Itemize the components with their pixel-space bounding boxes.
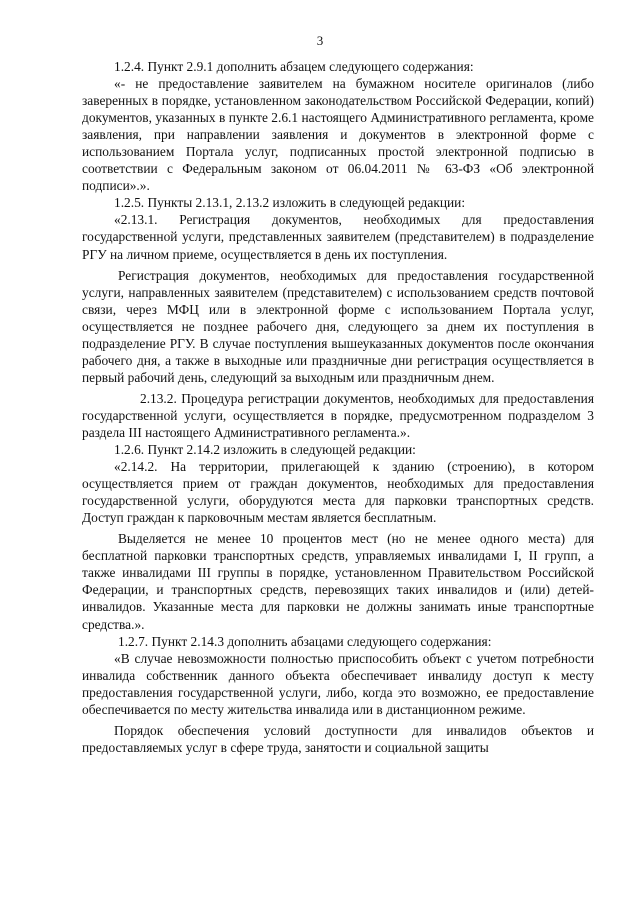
document-body — [82, 58, 594, 756]
paragraph-2-14-2-parking: Выделяется не менее 10 процентов мест (но не менее одного места) для бесплатной парковки транспортных средств, управляемых инвалидами I, II групп, а также инвалидами III группы в порядке, установленном Правительством Российской Федерации, и транспортных средств, перевозящих таких инвалидов и (или) детей-инвалидов. Указанные места для парковки не должны занимать иные транспортные средства.». — [82, 531, 594, 632]
paragraph-1-2-6: 1.2.6. Пункт 2.14.2 изложить в следующей редакции: — [114, 442, 416, 458]
paragraph-2-9-1-addition: «- не предоставление заявителем на бумажном носителе оригиналов (либо заверенных в порядке, установленном законодательством Российской Федерации, копий) документов, указанных в пункте 2.6.1 настоящего Административного регламента, кроме заявления, при направлении заявления и документов в электронной форме с использованием Портала услуг, подписанных простой электронной подписью в соответствии с Федеральным законом от 06.04.2011 № 63-ФЗ «Об электронной подписи».». — [82, 76, 594, 194]
paragraph-1-2-7: 1.2.7. Пункт 2.14.3 дополнить абзацами следующего содержания: — [118, 633, 492, 649]
paragraph-1-2-5: 1.2.5. Пункты 2.13.1, 2.13.2 изложить в следующей редакции: — [114, 195, 466, 211]
paragraph-2-13-1-registration: Регистрация документов, необходимых для предоставления государственной услуги, направленных заявителем (представителем) с использованием средств почтовой связи, через МФЦ или в электронной форме с использованием Портала услуг, осуществляется не позднее рабочего дня, следующего за днем их поступления в подразделение РГУ. В случае поступления вышеуказанных документов после окончания рабочего дня, а также в выходные или праздничные дни регистрация осуществляется в первый рабочий день, следующий за выходным или праздничным днем. — [82, 267, 594, 385]
paragraph-2-13-2: 2.13.2. Процедура регистрации документов, необходимых для предоставления государственной услуги, осуществляется в порядке, предусмотренном подразделом 3 раздела III настоящего Административного регламента.». — [82, 390, 594, 440]
page-number: 3 — [316, 33, 324, 48]
paragraph-2-14-3-accessibility: «В случае невозможности полностью приспособить объект с учетом потребности инвалида собственник данного объекта обеспечивает инвалиду доступ к месту предоставления государственной услуги, либо, когда это возможно, ее предоставление обеспечивается по месту жительства инвалида или в дистанционном режиме. — [82, 650, 594, 717]
paragraph-2-13-1: «2.13.1. Регистрация документов, необходимых для предоставления государственной услуги, представленных заявителем (представителем) в подразделение РГУ на личном приеме, осуществляется в день их поступления. — [82, 212, 594, 262]
paragraph-1-2-4: 1.2.4. Пункт 2.9.1 дополнить абзацем следующего содержания: — [114, 59, 474, 74]
paragraph-accessibility-procedure: Порядок обеспечения условий доступности для инвалидов объектов и предоставляемых услуг в сфере труда, занятости и социальной защиты — [82, 722, 594, 755]
paragraph-2-14-2: «2.14.2. На территории, прилегающей к зданию (строению), в котором осуществляется прием от граждан документов, необходимых для предоставления государственной услуги, оборудуются места для парковки транспортных средств. Доступ граждан к парковочным местам является бесплатным. — [82, 459, 594, 526]
